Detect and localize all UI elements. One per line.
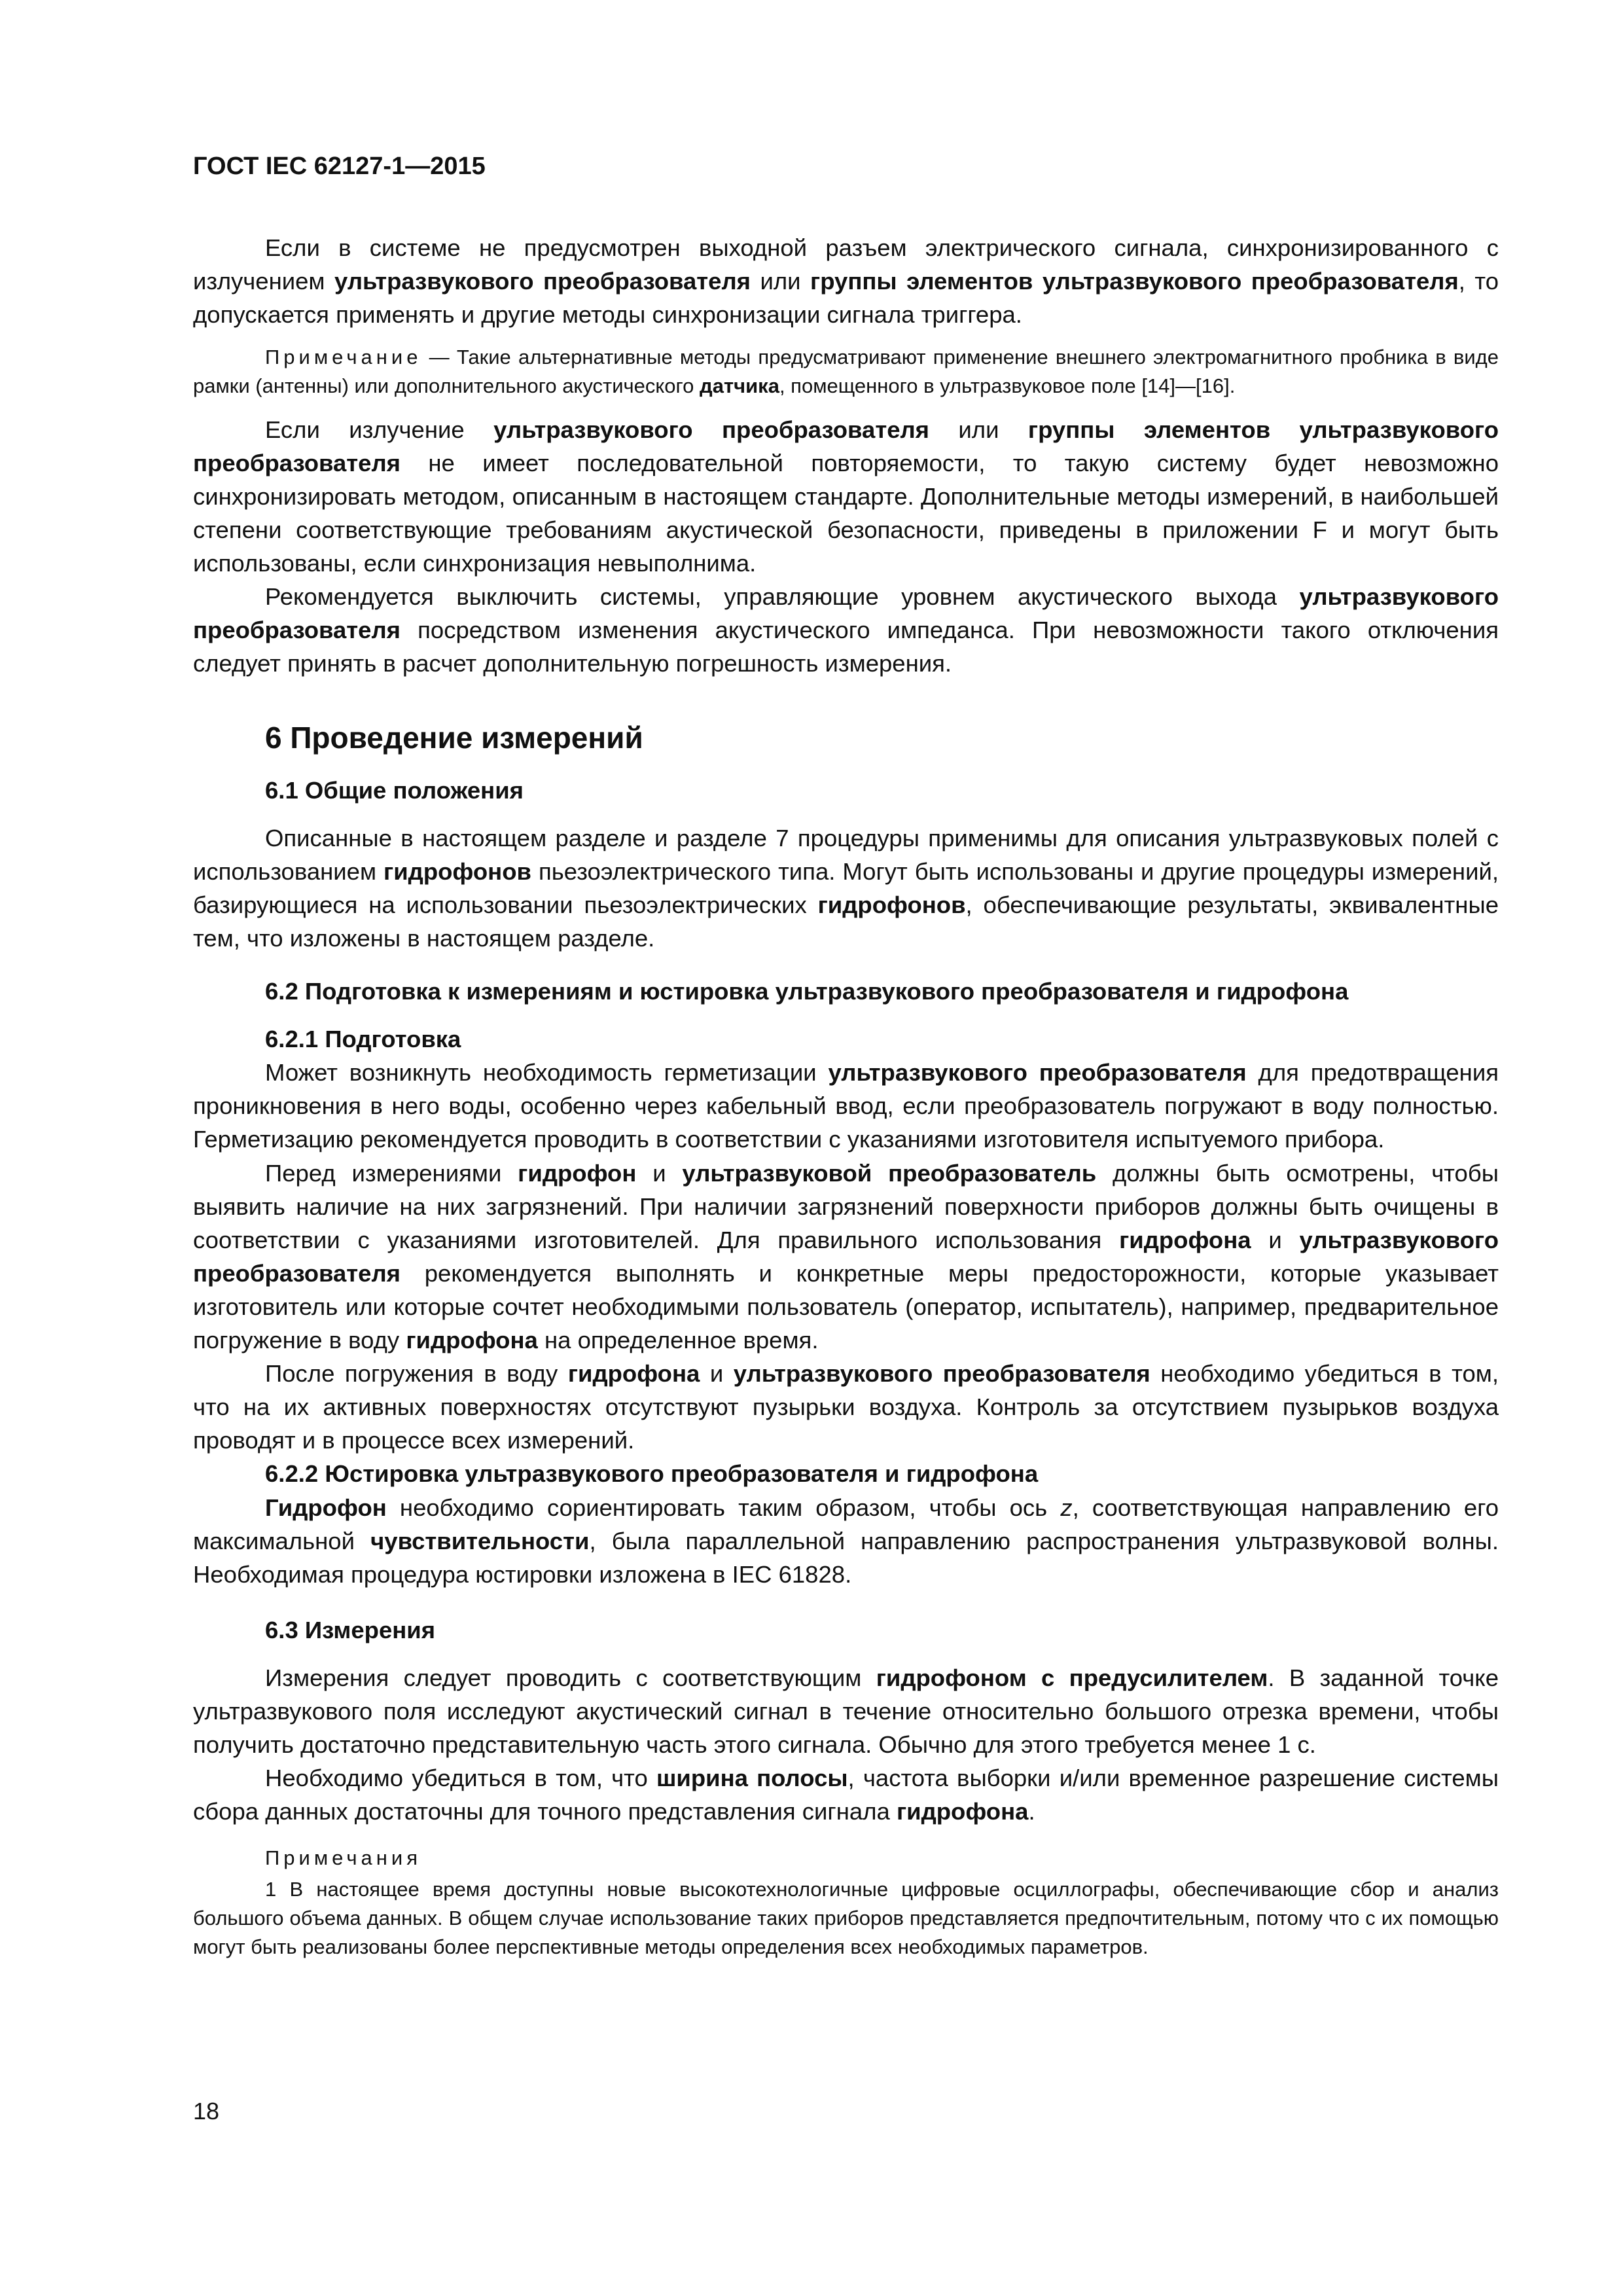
note: Примечание — Такие альтернативные методы предусматривают применение внешнего электромагнитного пробника в виде рамки (антенны) или дополнительного акустического датчика, помещенного в ультразвуковое поле [14]—[16].: [193, 346, 1499, 398]
paragraph: Может возникнуть необходимость герметизации ультразвукового преобразователя для предотвращения проникновения в него воды, особенно через кабельный ввод, если преобразователь погружают в воду полностью. Герметизацию рекомендуется проводить в соответствии с указаниями изготовителя испытуемого прибора.: [193, 1059, 1499, 1153]
paragraph: Перед измерениями гидрофон и ультразвуковой преобразователь должны быть осмотрены, чтобы выявить наличие на них загрязнений. При наличии загрязнений поверхности приборов должны быть очищены в соответствии с указаниями изготовителей. Для правильного использования гидрофона и ультразвукового преобразователя рекомендуется выполнять и конкретные меры предосторожности, которые указывает изготовитель или которые сочтет необходимыми пользователь (оператор, испытатель), например, предварительное погружение в воду гидрофона на определенное время.: [193, 1159, 1499, 1354]
section-heading: 6 Проведение измерений: [265, 721, 643, 755]
paragraph: После погружения в воду гидрофона и ультразвукового преобразователя необходимо убедиться в том, что на их активных поверхностях отсутствуют пузырьки воздуха. Контроль за отсутствием пузырьков воздуха проводят и в процессе всех измерений.: [193, 1360, 1499, 1454]
running-header: ГОСТ IEC 62127-1—2015: [193, 152, 486, 180]
paragraph: Рекомендуется выключить системы, управляющие уровнем акустического выхода ультразвукового преобразователя посредством изменения акустического импеданса. При невозможности такого отключения следует принять в расчет дополнительную погрешность измерения.: [193, 583, 1499, 677]
paragraph: Если излучение ультразвукового преобразователя или группы элементов ультразвукового преобразователя не имеет последовательной повторяемости, то такую систему будет невозможно синхронизировать методом, описанным в настоящем стандарте. Дополнительные методы измерений, в наибольшей степени соответствующие требованиям акустической безопасности, приведены в приложении F и могут быть использованы, если синхронизация невыполнима.: [193, 416, 1499, 577]
paragraph: Описанные в настоящем разделе и разделе 7 процедуры применимы для описания ультразвуковых полей с использованием гидрофонов пьезоэлектрического типа. Могут быть использованы и другие процедуры измерений, базирующиеся на использовании пьезоэлектрических гидрофонов, обеспечивающие результаты, эквивалентные тем, что изложены в настоящем разделе.: [193, 824, 1499, 952]
document-page: [193, 149, 1499, 1973]
paragraph: Если в системе не предусмотрен выходной разъем электрического сигнала, синхронизированного с излучением ультразвукового преобразователя или группы элементов ультразвукового преобразователя, то допускается применять и другие методы синхронизации сигнала триггера.: [193, 234, 1499, 329]
note-label: Примечание: [265, 346, 422, 369]
subsubsection-heading: 6.2.1 Подготовка: [265, 1026, 461, 1053]
notes-label: Примечания: [265, 1846, 421, 1870]
paragraph: Необходимо убедиться в том, что ширина полосы, частота выборки и/или временное разрешение системы сбора данных достаточны для точного представления сигнала гидрофона.: [193, 1765, 1499, 1825]
paragraph: Гидрофон необходимо сориентировать таким образом, чтобы ось z, соответствующая направлению его максимальной чувствительности, была параллельной направлению распространения ультразвуковой волны. Необходимая процедура юстировки изложена в IEC 61828.: [193, 1494, 1499, 1588]
page-number: 18: [193, 2098, 220, 2125]
subsection-heading: 6.2 Подготовка к измерениям и юстировка ультразвукового преобразователя и гидрофона: [265, 978, 1349, 1005]
subsubsection-heading: 6.2.2 Юстировка ультразвукового преобразователя и гидрофона: [265, 1460, 1039, 1488]
subsection-heading: 6.1 Общие положения: [265, 776, 524, 804]
paragraph: Измерения следует проводить с соответствующим гидрофоном с предусилителем. В заданной точке ультразвукового поля исследуют акустический сигнал в течение относительно большого отрезка времени, чтобы получить достаточно представительную часть этого сигнала. Обычно для этого требуется менее 1 с.: [193, 1664, 1499, 1759]
note: 1 В настоящее время доступны новые высокотехнологичные цифровые осциллографы, обеспечивающие сбор и анализ большого объема данных. В общем случае использование таких приборов представляется предпочтительным, потому что с их помощью могут быть реализованы более перспективные методы определения всех необходимых параметров.: [193, 1877, 1499, 1958]
subsection-heading: 6.3 Измерения: [265, 1616, 436, 1643]
